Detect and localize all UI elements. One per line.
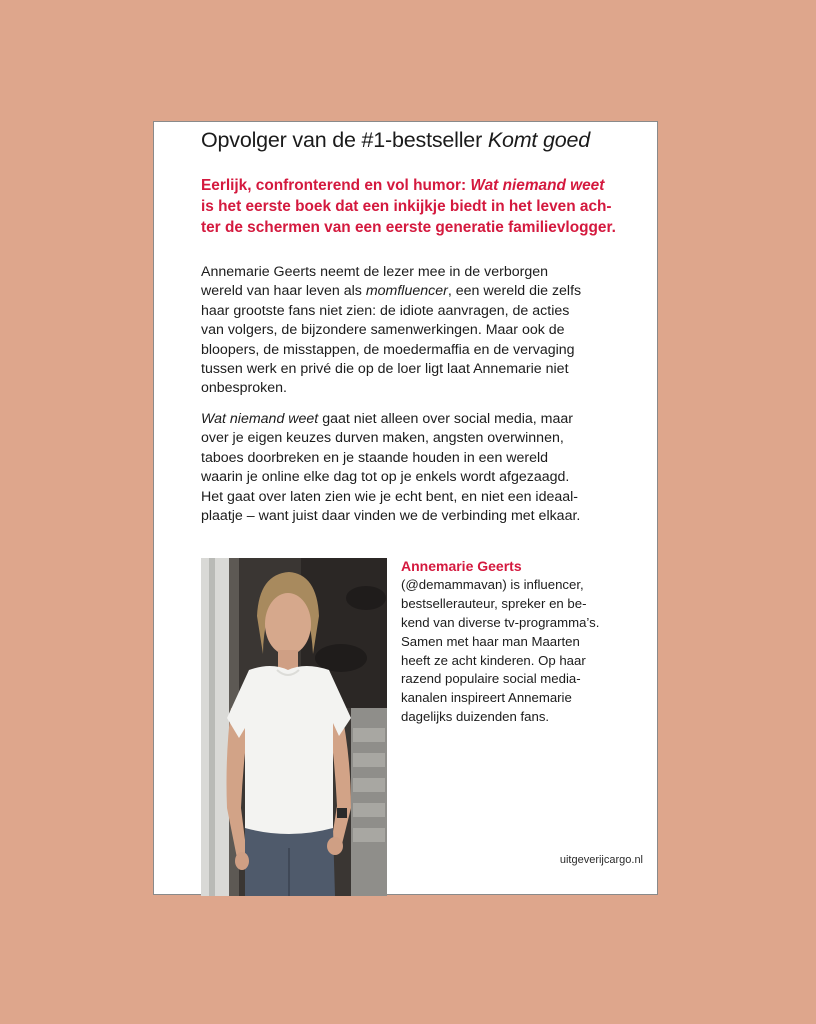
book-back-cover <box>153 121 658 895</box>
cover-heading: Opvolger van de #1-bestseller Komt goed <box>201 128 590 152</box>
description-paragraph-2: Wat niemand weet gaat niet alleen over social media, maar over je eigen keuzes durven maken, angsten overwinnen, taboes doorbreken en je staande houden in een wereld waarin je online elke dag tot op je enkels wordt afgezaagd. Het gaat over laten zien wie je echt bent, en niet een ideaal- plaatje – want juist daar vinden we de verbinding met elkaar. <box>201 411 581 525</box>
author-photo <box>201 558 387 896</box>
publisher-website: uitgeverijcargo.nl <box>559 854 643 866</box>
book-title: Wat niemand weet <box>470 177 605 194</box>
description-paragraph-1: Annemarie Geerts neemt de lezer mee in de verborgen wereld van haar leven als momfluencer, een wereld die zelfs haar grootste fans niet zien: de idiote aanvragen, de acties van volgers, de bijzondere samenwerkingen. Maar ook de bloopers, de misstappen, de moedermaffia en de vervaging tussen werk en privé die op de loer ligt laat Annemarie niet onbesproken. <box>201 264 582 397</box>
author-name: Annemarie Geerts <box>401 558 522 574</box>
author-bio: Annemarie Geerts (@demammavan) is influencer, bestsellerauteur, spreker en be- kend van diverse tv-programma’s. Samen met haar man Maarten heeft ze acht kinderen. Op haar razend populaire social media- kanalen inspireert Annemarie dagelijks duizenden fans. <box>401 557 631 727</box>
lead-paragraph: Eerlijk, confronterend en vol humor: Wat niemand weet is het eerste boek dat een inkijkje biedt in het leven ach- ter de schermen van een eerste generatie familievlogger. <box>201 177 616 236</box>
author-portrait-illustration <box>201 558 387 896</box>
previous-book-title: Komt goed <box>487 128 590 152</box>
